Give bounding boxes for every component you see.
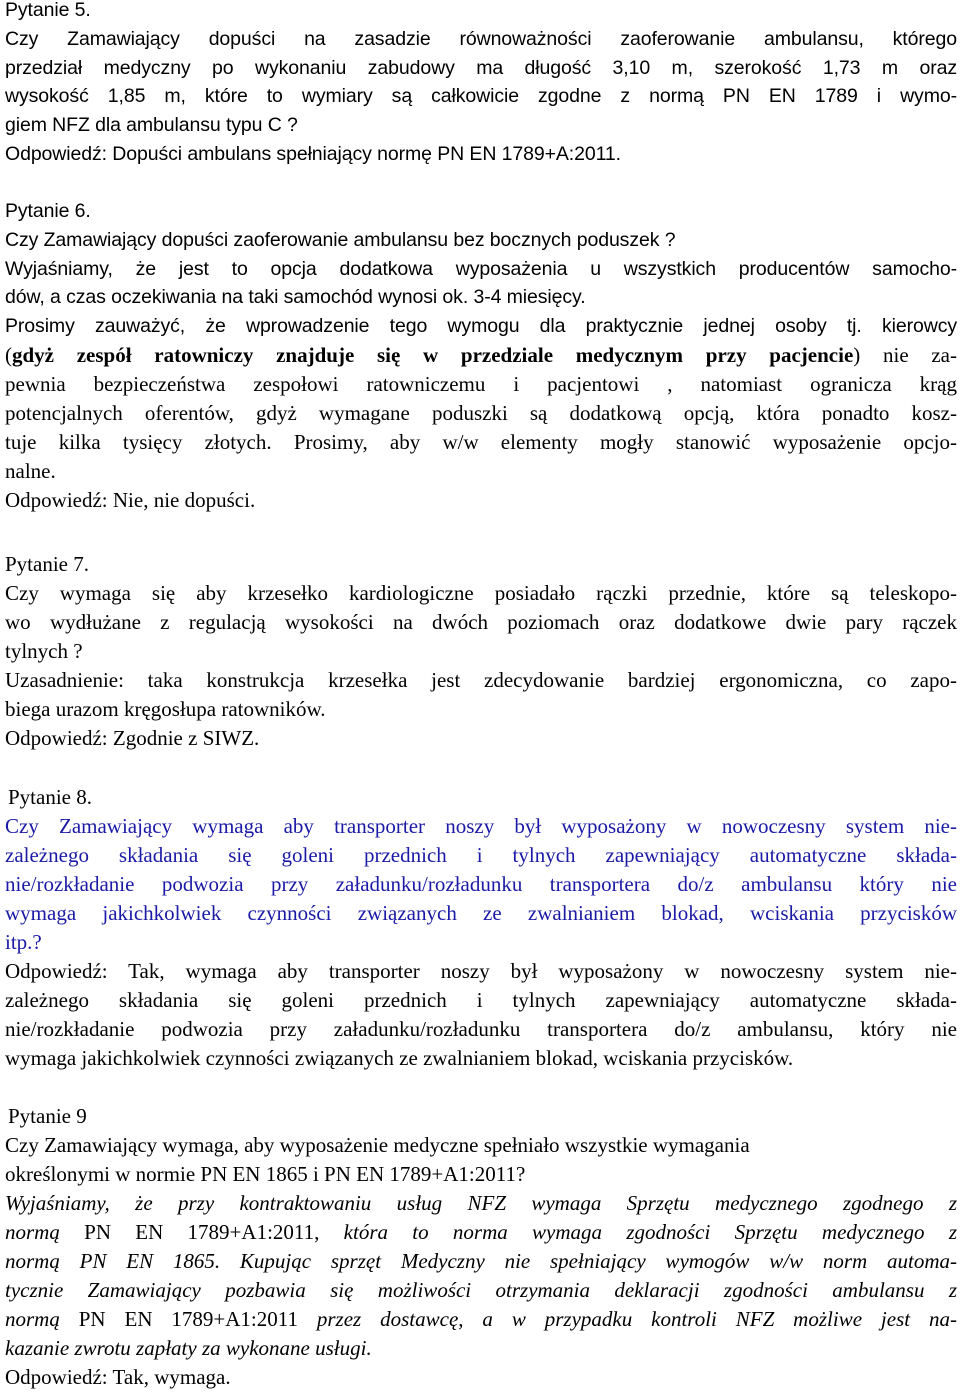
question-8-answer-line: nie/rozkładanie podwozia przy załadunku/rozładunku transportera do/z ambulansu, który nie [5, 1017, 957, 1041]
question-7-reason-line: Uzasadnienie: taka konstrukcja krzesełka jest zdecydowanie bardziej ergonomiczna, co zapo- [5, 668, 957, 692]
question-7-text-line: tylnych ? [5, 639, 83, 663]
explanation-segment: PN EN 1789+A1:2011, [84, 1220, 320, 1244]
question-6-section [5, 197, 957, 341]
question-9-explanation-line [5, 1189, 957, 1218]
explanation-segment: Kupując sprzęt Medyczny nie spełniający wymogów w/w norm automa- [220, 1249, 957, 1273]
question-9-title: Pytanie 9 [8, 1104, 87, 1128]
question-9-text-line: określonymi w normie PN EN 1865 i PN EN 1789+A1:2011? [5, 1162, 526, 1186]
question-8-section [5, 783, 957, 1073]
question-8-answer-line: Odpowiedź: Tak, wymaga aby transporter noszy był wyposażony w nowoczesny system nie- [5, 959, 957, 983]
question-6-title: Pytanie 6. [5, 200, 91, 222]
question-6-request-line: tuje kilka tysięcy złotych. Prosimy, aby w/w elementy mogły stanowić wyposażenie opcjo- [5, 430, 957, 454]
question-7-text-line: wo wydłużane z regulacją wysokości na dwóch poziomach oraz dodatkowe dwie pary rączek [5, 610, 957, 634]
question-8-text-line: Czy Zamawiający wymaga aby transporter noszy był wyposażony w nowoczesny system nie- [5, 814, 957, 838]
question-5-section [5, 0, 957, 169]
question-5-text-line: giem NFZ dla ambulansu typu C ? [5, 114, 298, 137]
question-9-section [5, 1102, 957, 1392]
question-7-text-line: Czy wymaga się aby krzesełko kardiologiczne posiadało rączki przednie, które są teleskopo- [5, 581, 957, 605]
question-7-reason-line: biega urazom kręgosłupa ratowników. [5, 697, 326, 721]
question-6-request-line: (gdyż zespół ratowniczy znajduje się w przedziale medycznym przy pacjencie) nie za- [5, 343, 957, 367]
question-6-text: Czy Zamawiający dopuści zaoferowanie ambulansu bez bocznych poduszek ? [5, 228, 676, 251]
question-6-answer: Odpowiedź: Nie, nie dopuści. [5, 488, 256, 512]
question-9-explanation-line [5, 1305, 957, 1334]
question-6-explanation-line: dów, a czas oczekiwania na taki samochód wynosi ok. 3-4 miesięcy. [5, 286, 586, 309]
question-9-answer: Odpowiedź: Tak, wymaga. [5, 1365, 231, 1389]
explanation-segment: normą [5, 1220, 85, 1244]
explanation-segment: Wyjaśniamy, że przy kontraktowaniu usług NFZ wymaga Sprzętu medycznego zgodnego z [5, 1191, 957, 1215]
question-9-explanation-line [5, 1247, 957, 1276]
question-8-text-line: zależnego składania się goleni przednich i tylnych zapewniający automatyczne składa- [5, 843, 957, 867]
question-5-text-line: wysokość 1,85 m, które to wymiary są całkowicie zgodne z normą PN EN 1789 i wymo- [5, 85, 957, 108]
question-7-title: Pytanie 7. [5, 552, 89, 576]
question-9-explanation-line [5, 1276, 957, 1305]
question-6-request-line: Prosimy zauważyć, że wprowadzenie tego wymogu dla praktycznie jednej osoby tj. kierowcy [5, 315, 957, 338]
question-5-text-line: przedział medyczny po wykonaniu zabudowy ma długość 3,10 m, szerokość 1,73 m oraz [5, 56, 957, 79]
question-9-explanation-line [5, 1334, 957, 1363]
question-5-answer: Odpowiedź: Dopuści ambulans spełniający normę PN EN 1789+A:2011. [5, 142, 621, 165]
question-9-text-line: Czy Zamawiający wymaga, aby wyposażenie medyczne spełniało wszystkie wymagania [5, 1133, 750, 1157]
explanation-segment: tycznie Zamawiający pozbawia się możliwości otrzymania deklaracji zgodności ambulansu z [5, 1278, 957, 1302]
question-8-answer-line: zależnego składania się goleni przednich i tylnych zapewniający automatyczne składa- [5, 988, 957, 1012]
question-7-answer: Odpowiedź: Zgodnie z SIWZ. [5, 726, 260, 750]
question-8-text-line: wymaga jakichkolwiek czynności związanych ze zwalnianiem blokad, wciskania przycisków [5, 901, 957, 925]
question-9-explanation [5, 1189, 957, 1363]
explanation-segment: normą PN EN 1865. [5, 1249, 221, 1273]
explanation-segment: normą [5, 1307, 79, 1331]
question-6-request-line: nalne. [5, 459, 56, 483]
question-5-text-line: Czy Zamawiający dopuści na zasadzie równoważności zaoferowanie ambulansu, którego [5, 27, 957, 50]
question-6-request-section [5, 341, 957, 515]
question-7-section [5, 550, 957, 753]
question-8-text-line: nie/rozkładanie podwozia przy załadunku/rozładunku transportera do/z ambulansu który nie [5, 872, 957, 896]
question-6-explanation-line: Wyjaśniamy, że jest to opcja dodatkowa wyposażenia u wszystkich producentów samocho- [5, 257, 957, 280]
explanation-segment: PN EN 1789+A1:2011 [78, 1307, 298, 1331]
question-8-text-line: itp.? [5, 930, 42, 954]
explanation-segment: przez dostawcę, a w przypadku kontroli NFZ możliwe jest na- [297, 1307, 957, 1331]
question-6-request-line: pewnia bezpieczeństwa zespołowi ratowniczemu i pacjentowi , natomiast ogranicza krąg [5, 372, 957, 396]
explanation-segment: kazanie zwrotu zapłaty za wykonane usługi. [5, 1336, 372, 1360]
question-8-answer-line: wymaga jakichkolwiek czynności związanych ze zwalnianiem blokad, wciskania przycisków. [5, 1046, 794, 1070]
explanation-segment: która to norma wymaga zgodności Sprzętu medycznego z [319, 1220, 957, 1244]
question-8-title: Pytanie 8. [8, 785, 92, 809]
question-6-bold-remark: gdyż zespół ratowniczy znajduje się w przedziale medycznym przy pacjencie [12, 343, 854, 367]
question-6-request-line: potencjalnych oferentów, gdyż wymagane poduszki są dodatkową opcją, która ponadto kosz- [5, 401, 957, 425]
question-9-explanation-line [5, 1218, 957, 1247]
question-5-title: Pytanie 5. [5, 0, 91, 21]
